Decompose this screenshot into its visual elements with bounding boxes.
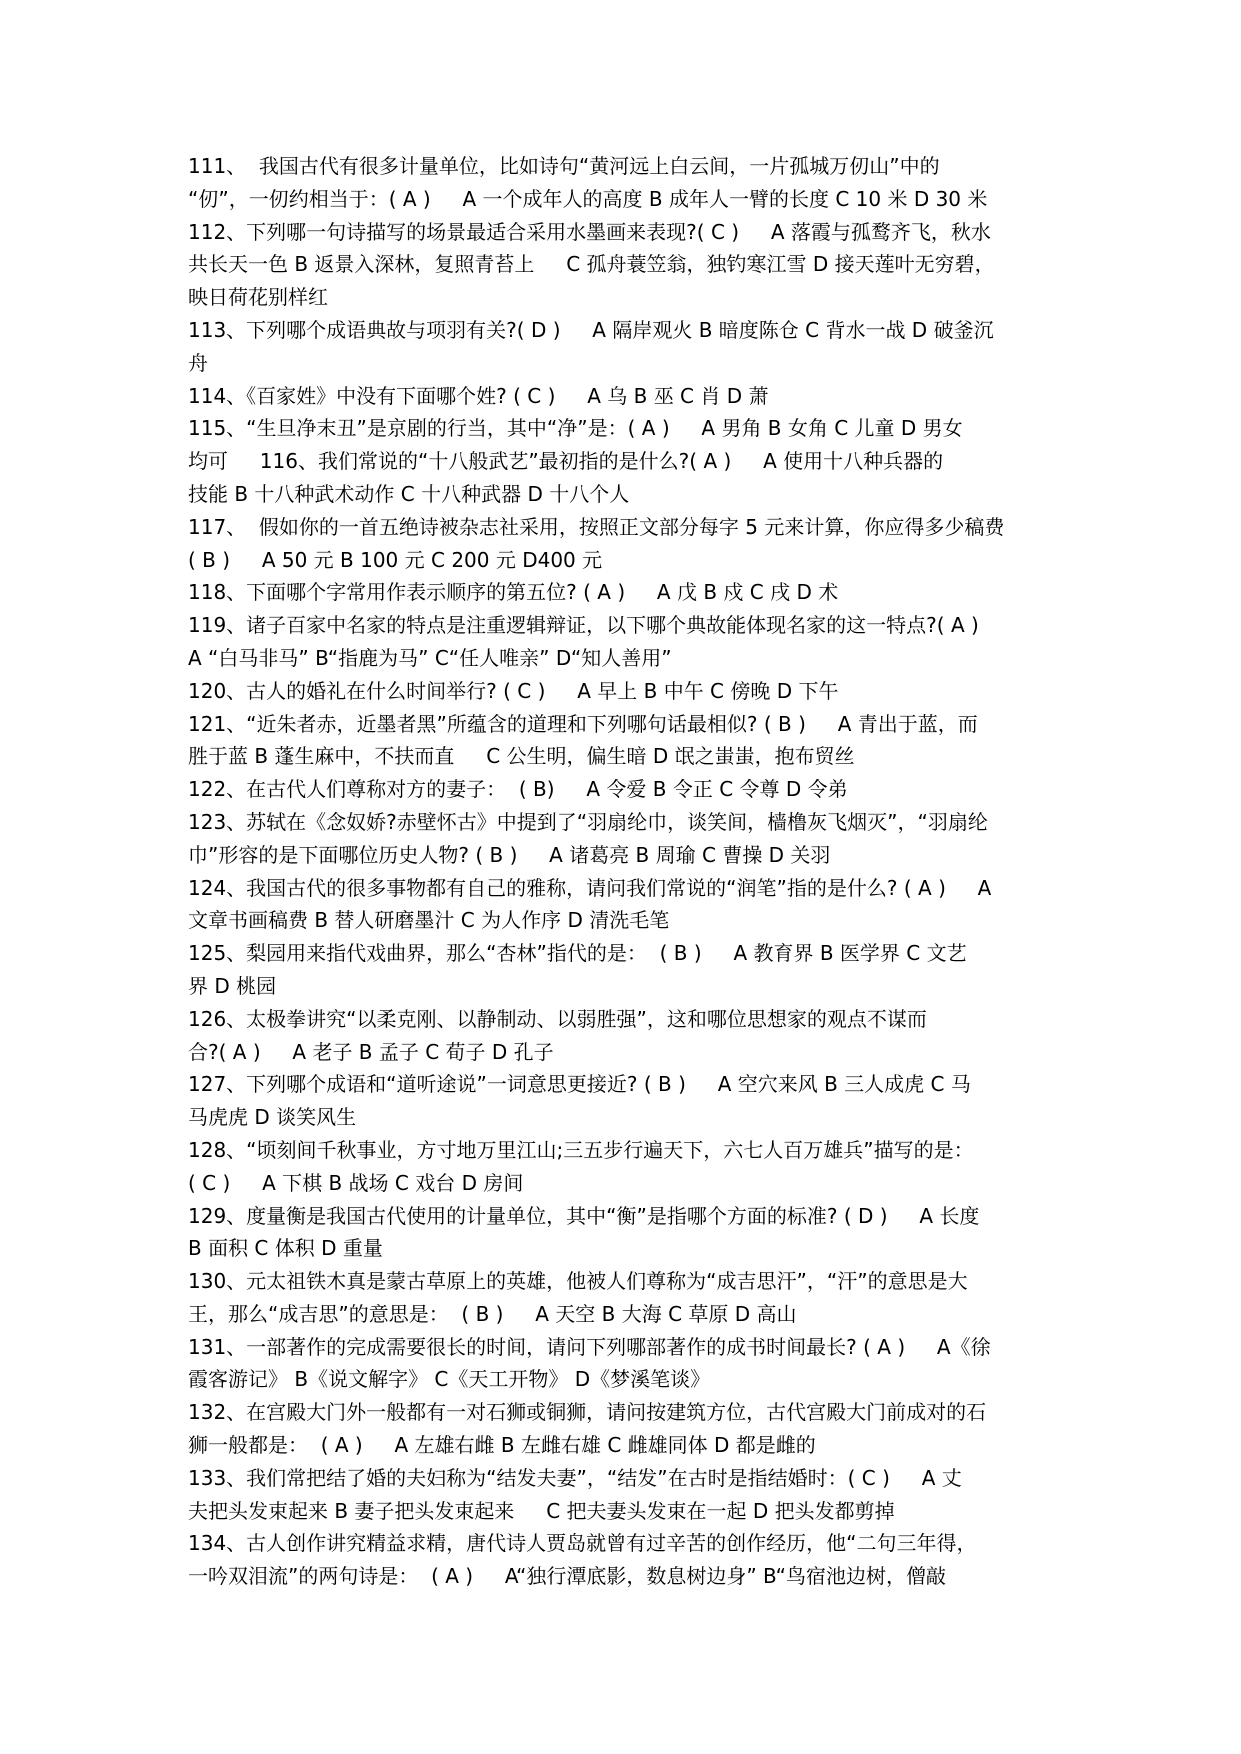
text-line: 119、诸子百家中名家的特点是注重逻辑辩证，以下哪个典故能体现名家的这一特点?( A ) <box>188 613 979 638</box>
text-line: “仞”，一仞约相当于：( A ) A 一个成年人的高度 B 成年人一臂的长度 C 10 米 D 30 米 <box>188 186 988 211</box>
text-line: 123、苏轼在《念奴娇?赤壁怀古》中提到了“羽扇纶巾，谈笑间，樯橹灰飞烟灭”，“羽扇纶 <box>188 809 988 834</box>
text-line: ( C ) A 下棋 B 战场 C 戏台 D 房间 <box>188 1170 524 1195</box>
text-line: 霞客游记》 B《说文解字》 C《天工开物》 D《梦溪笔谈》 <box>188 1367 711 1392</box>
text-line: 胜于蓝 B 蓬生麻中，不扶而直 C 公生明，偏生暗 D 氓之蚩蚩，抱布贸丝 <box>188 744 855 769</box>
text-line: 技能 B 十八种武术动作 C 十八种武器 D 十八个人 <box>188 481 630 506</box>
text-line: B 面积 C 体积 D 重量 <box>188 1236 383 1261</box>
text-line: 文章书画稿费 B 替人研磨墨汁 C 为人作序 D 清洗毛笔 <box>188 908 670 933</box>
text-line: 133、我们常把结了婚的夫妇称为“结发夫妻”，“结发”在古时是指结婚时：( C ) A 丈 <box>188 1465 962 1490</box>
text-line: 121、“近朱者赤，近墨者黑”所蕴含的道理和下列哪句话最相似? ( B ) A 青出于蓝，而 <box>188 711 978 736</box>
text-line: 狮一般都是： ( A ) A 左雄右雌 B 左雌右雄 C 雌雄同体 D 都是雌的 <box>188 1433 816 1458</box>
text-line: A “白马非马” B“指鹿为马” C“任人唯亲” D“知人善用” <box>188 645 672 670</box>
text-line: 合?( A ) A 老子 B 孟子 C 荀子 D 孔子 <box>188 1039 554 1064</box>
document-body <box>188 150 1052 1593</box>
text-line: 巾”形容的是下面哪位历史人物? ( B ) A 诸葛亮 B 周瑜 C 曹操 D 关羽 <box>188 842 831 867</box>
text-line: 111、 我国古代有很多计量单位，比如诗句“黄河远上白云间，一片孤城万仞山”中的 <box>188 154 940 178</box>
text-line: 均可 116、我们常说的“十八般武艺”最初指的是什么?( A ) A 使用十八种兵器的 <box>188 449 944 474</box>
text-line: 118、下面哪个字常用作表示顺序的第五位? ( A ) A 戊 B 戍 C 戌 D 术 <box>188 580 839 605</box>
text-line: ( B ) A 50 元 B 100 元 C 200 元 D400 元 <box>188 547 603 572</box>
text-line: 134、古人创作讲究精益求精，唐代诗人贾岛就曾有过辛苦的创作经历，他“二句三年得， <box>188 1531 977 1556</box>
text-line: 124、我国古代的很多事物都有自己的雅称，请问我们常说的“润笔”指的是什么? ( A ) A <box>188 875 992 900</box>
text-line: 128、“顷刻间千秋事业，方寸地万里江山;三五步行遍天下，六七人百万雄兵”描写的是： <box>188 1137 974 1162</box>
text-line: 127、下列哪个成语和“道听途说”一词意思更接近? ( B ) A 空穴来风 B 三人成虎 C 马 <box>188 1072 971 1097</box>
text-line: 120、古人的婚礼在什么时间举行? ( C ) A 早上 B 中午 C 傍晚 D 下午 <box>188 678 839 703</box>
text-line: 映日荷花别样红 <box>188 285 328 310</box>
text-line: 129、度量衡是我国古代使用的计量单位，其中“衡”是指哪个方面的标准? ( D ) A 长度 <box>188 1203 980 1228</box>
text-line: 界 D 桃园 <box>188 973 277 998</box>
text-line: 马虎虎 D 谈笑风生 <box>188 1105 357 1130</box>
text-line: 114、《百家姓》中没有下面哪个姓? ( C ) A 乌 B 巫 C 肖 D 萧 <box>188 383 769 408</box>
text-line: 夫把头发束起来 B 妻子把头发束起来 C 把夫妻头发束在一起 D 把头发都剪掉 <box>188 1498 895 1523</box>
text-line: 王，那么“成吉思”的意思是： ( B ) A 天空 B 大海 C 草原 D 高山 <box>188 1301 797 1326</box>
text-line: 126、太极拳讲究“以柔克刚、以静制动、以弱胜强”，这和哪位思想家的观点不谋而 <box>188 1006 927 1031</box>
text-line: 共长天一色 B 返景入深林，复照青苔上 C 孤舟蓑笠翁，独钓寒江雪 D 接天莲叶无穷碧， <box>188 252 995 277</box>
text-line: 125、梨园用来指代戏曲界，那么“杏林”指代的是： ( B ) A 教育界 B 医学界 C 文艺 <box>188 941 967 966</box>
text-line: 131、一部著作的完成需要很长的时间，请问下列哪部著作的成书时间最长? ( A ) A《徐 <box>188 1334 991 1359</box>
text-line: 112、下列哪一句诗描写的场景最适合采用水墨画来表现?( C ) A 落霞与孤鹜齐飞，秋水 <box>188 219 991 244</box>
text-line: 115、“生旦净末丑”是京剧的行当，其中“净”是：( A ) A 男角 B 女角 C 儿童 D 男女 <box>188 416 963 441</box>
text-line: 122、在古代人们尊称对方的妻子： ( B) A 令爱 B 令正 C 令尊 D 令弟 <box>188 777 848 802</box>
text-line: 117、 假如你的一首五绝诗被杂志社采用，按照正文部分每字 5 元来计算，你应得多少稿费 <box>188 514 1005 539</box>
text-line: 113、下列哪个成语典故与项羽有关?( D ) A 隔岸观火 B 暗度陈仓 C 背水一战 D 破釜沉 <box>188 317 994 342</box>
text-line: 一吟双泪流”的两句诗是： ( A ) A“独行潭底影，数息树边身” B“鸟宿池边树，僧敲 <box>188 1564 947 1589</box>
text-line: 130、元太祖铁木真是蒙古草原上的英雄，他被人们尊称为“成吉思汗”，“汗”的意思是大 <box>188 1269 968 1294</box>
text-line: 舟 <box>188 350 208 375</box>
text-line: 132、在宫殿大门外一般都有一对石狮或铜狮，请问按建筑方位，古代宫殿大门前成对的石 <box>188 1400 987 1425</box>
